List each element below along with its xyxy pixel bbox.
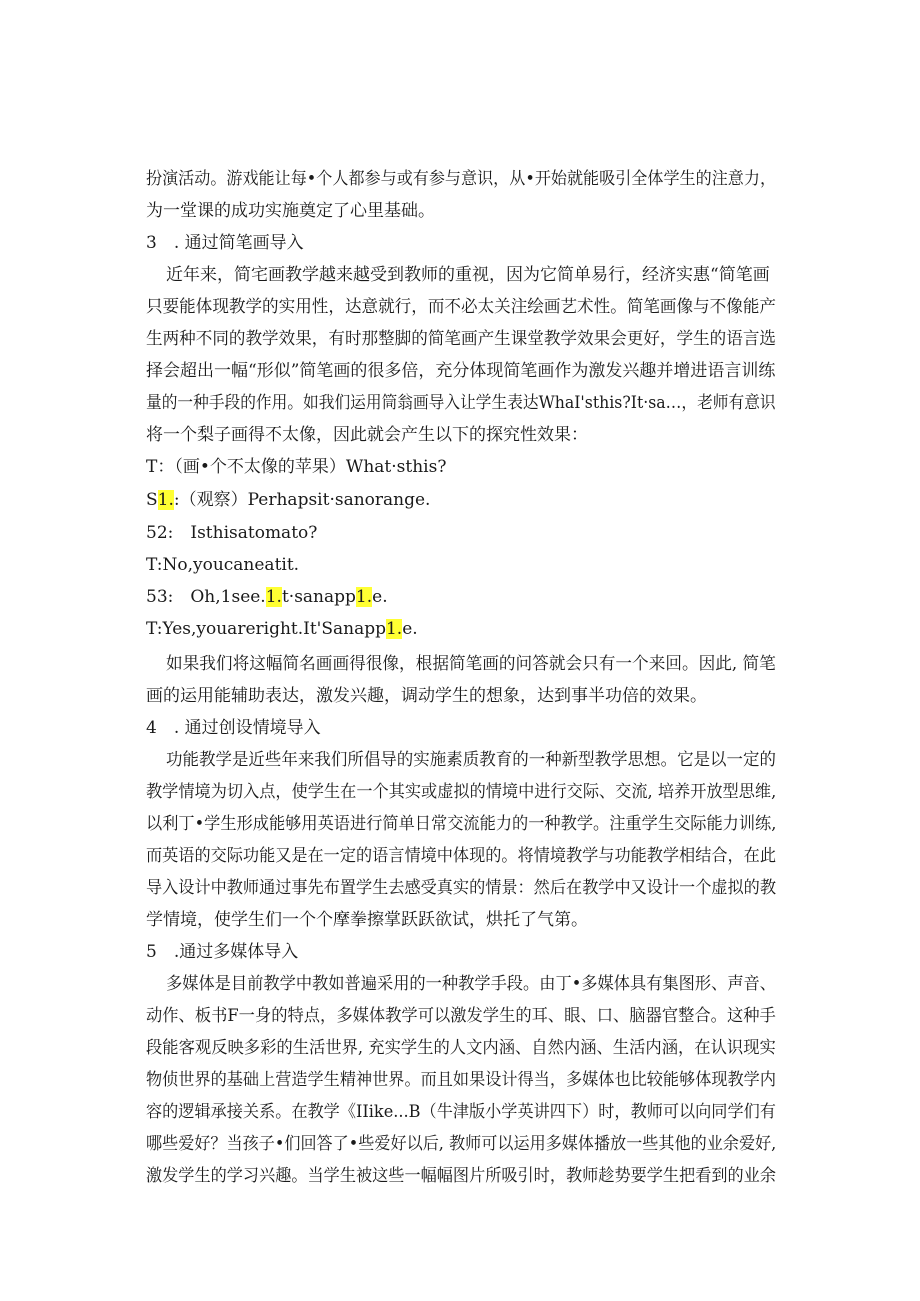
highlight-mark: 1. <box>265 587 282 607</box>
section-heading-5: 5 .通过多媒体导入 <box>146 942 299 962</box>
dialog-line-s1 <box>146 489 430 511</box>
dialog-line-t1: T：（画•个不太像的苹果）What·sthis? <box>146 457 447 477</box>
dialog-s3-text-b: t·sanapp <box>281 587 356 607</box>
para4-line-3: 以利丁•学生形成能够用英语进行简单日常交流能力的一种教学。注重学生交际能力训练, <box>146 814 777 834</box>
dialog-s3-text-a: 53: Oh,1see. <box>146 587 266 607</box>
dialog-t3-text-a: T:Yes,youareright.It'Sanapp <box>146 619 386 639</box>
para5-line-1: 多媒体是目前教学中教如普遍采用的一种教学手段。由丁•多媒体具有集图形、声音、 <box>166 974 777 994</box>
para4-line-2: 教学情境为切入点，使学生在一个其实或虚拟的情境中进行交际、交流, 培养开放型思维, <box>146 782 777 802</box>
para5-line-5: 容的逻辑承接关系。在教学《IIike...B（牛津版小学英讲四下）时，教师可以向同学们有 <box>146 1102 776 1122</box>
para1-line-1: 扮演活动。游戏能让每•个人都参与或有参与意识，从•开始就能吸引全体学生的注意力， <box>146 169 777 189</box>
para4-line-5: 导入设计中教师通过事先布置学生去感受真实的情景：然后在教学中又设计一个虚拟的教 <box>146 878 776 898</box>
para5-line-2: 动作、板书F一身的特点，多媒体教学可以激发学生的耳、眼、口、脑器官整合。这种手 <box>146 1006 776 1026</box>
para3-line-2: 画的运用能辅助表达，激发兴趣，调动学生的想象，达到事半功倍的效果。 <box>146 686 707 706</box>
dialog-line-s3 <box>146 586 388 608</box>
para2-line-3: 生两种不同的教学效果，有时那整脚的简笔画产生课堂教学效果会更好，学生的语言选 <box>146 329 776 349</box>
para4-line-1: 功能教学是近些年来我们所倡导的实施素质教育的一种新型教学思想。它是以一定的 <box>166 750 777 770</box>
dialog-s1-text: :（观察）Perhapsit·sanorange. <box>173 490 431 510</box>
dialog-s3-text-c: e. <box>372 587 388 607</box>
dialog-line-t2: T:No,youcaneatit. <box>146 555 300 575</box>
highlight-mark: 1. <box>157 490 174 510</box>
para5-line-7: 激发学生的学习兴趣。当学生被这些一幅幅图片所吸引时，教师趁势要学生把看到的业余 <box>146 1166 776 1186</box>
para2-line-6: 将一个梨子画得不太像，因此就会产生以下的探究性效果： <box>146 425 588 445</box>
section-heading-3: 3 . 通过简笔画导入 <box>146 233 304 253</box>
para5-line-3: 段能客观反映多彩的生活世界, 充实学生的人文内涵、自然内涵、生活内涵，在认识现实 <box>146 1038 776 1058</box>
para4-line-4: 而英语的交际功能又是在一定的语言情境中体现的。将情境教学与功能教学相结合，在此 <box>146 846 776 866</box>
para4-line-6: 学情境，使学生们一个个摩拳擦掌跃跃欲试，烘托了气第。 <box>146 910 588 930</box>
para3-line-1: 如果我们将这幅简名画画得很像，根据简笔画的问答就会只有一个来回。因此, 简笔 <box>166 654 776 674</box>
dialog-line-s2: 52: Isthisatomato? <box>146 523 318 543</box>
section-heading-4: 4 . 通过创设情境导入 <box>146 718 321 738</box>
para1-line-2: 为一堂课的成功实施奠定了心里基础。 <box>146 201 435 221</box>
para5-line-6: 哪些爱好？当孩子•们回答了•些爱好以后, 教师可以运用多媒体播放一些其他的业余爱好, <box>146 1134 777 1154</box>
highlight-mark: 1. <box>385 619 403 639</box>
para5-line-4: 物侦世界的基础上营造学生精神世界。而且如果设计得当，多媒体也比较能够体现教学内 <box>146 1070 776 1090</box>
para2-line-2: 只要能体现教学的实用性，达意就行，而不必太关注绘画艺术性。简笔画像与不像能产 <box>146 297 776 317</box>
para2-line-5: 量的一种手段的作用。如我们运用筒翁画导入让学生表达WhaI'sthis?It·sa…，老师有意识 <box>146 393 776 413</box>
dialog-s1-speaker: S <box>146 490 158 510</box>
highlight-mark: 1. <box>355 587 373 607</box>
dialog-line-t3 <box>146 618 418 640</box>
para2-line-1: 近年来，简宅画教学越来越受到教师的重视，因为它简单易行，经济实惠“简笔画 <box>166 265 770 285</box>
dialog-t3-text-b: e. <box>402 619 418 639</box>
para2-line-4: 择会超出一幅“形似”简笔画的很多倍，充分体现简笔画作为激发兴趣并增进语言训练 <box>146 361 776 381</box>
